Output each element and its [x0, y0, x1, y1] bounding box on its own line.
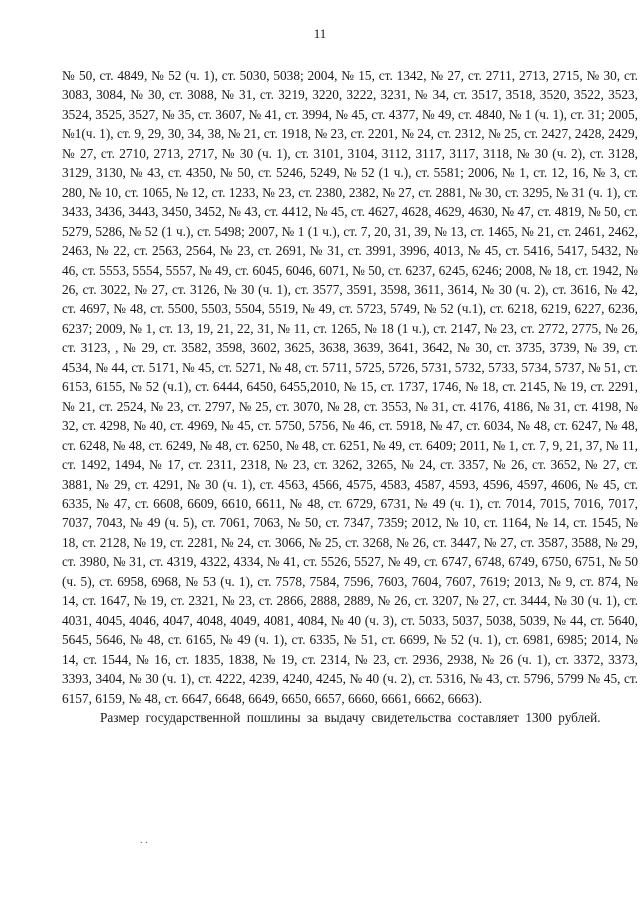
document-body — [62, 66, 638, 727]
page-number: 11 — [313, 26, 327, 41]
scan-specks: . . — [140, 835, 148, 846]
legislation-references-paragraph: № 50, ст. 4849, № 52 (ч. 1), ст. 5030, 5038; 2004, № 15, ст. 1342, № 27, ст. 2711, 2713, 2715, № 30, ст. 3083, 3084, № 30, ст. 3088, № 31, ст. 3219, 3220, 3222, 3231, № 34, ст. 3517, 3518, 3520, 3522, 3523, 3524, 3525, 3527, № 35, ст. 3607, № 41, ст. 3994, № 45, ст. 4377, № 49, ст. 4840, № 1 (ч. 1), ст. 31; 2005, №1(ч. 1), ст. 9, 29, 30, 34, 38, № 21, ст. 1918, № 23, ст. 2201, № 24, ст. 2312, № 25, ст. 2427, 2428, 2429, № 27, ст. 2710, 2713, 2717, № 30 (ч. 1), ст. 3101, 3104, 3112, 3117, 3117, 3118, № 30 (ч. 2), ст. 3128, 3129, 3130, № 43, ст. 4350, № 50, ст. 5246, 5249, № 52 (1 ч.), ст. 5581; 2006, № 1, ст. 12, 16, № 3, ст. 280, № 10, ст. 1065, № 12, ст. 1233, № 23, ст. 2380, 2382, № 27, ст. 2881, № 30, ст. 3295, № 31 (ч. 1), ст. 3433, 3436, 3443, 3450, 3452, № 43, ст. 4412, № 45, ст. 4627, 4628, 4629, 4630, № 47, ст. 4819, № 50, ст. 5279, 5286, № 52 (1 ч.), ст. 5498; 2007, № 1 (1 ч.), ст. 7, 20, 31, 39, № 13, ст. 1465, № 21, ст. 2461, 2462, 2463, № 22, ст. 2563, 2564, № 23, ст. 2691, № 31, ст. 3991, 3996, 4013, № 45, ст. 5416, 5417, 5432, № 46, ст. 5553, 5554, 5557, № 49, ст. 6045, 6046, 6071, № 50, ст. 6237, 6245, 6246; 2008, № 18, ст. 1942, № 26, ст. 3022, № 27, ст. 3126, № 30 (ч. 1), ст. 3577, 3591, 3598, 3611, 3614, № 30 (ч. 2), ст. 3616, № 42, ст. 4697, № 48, ст. 5500, 5503, 5504, 5519, № 49, ст. 5723, 5749, № 52 (ч.1), ст. 6218, 6219, 6227, 6236, 6237; 2009, № 1, ст. 13, 19, 21, 22, 31, № 11, ст. 1265, № 18 (1 ч.), ст. 2147, № 23, ст. 2772, 2775, № 26, ст. 3123, , № 29, ст. 3582, 3598, 3602, 3625, 3638, 3639, 3641, 3642, № 30, ст. 3735, 3739, № 39, ст. 4534, № 44, ст. 5171, № 45, ст. 5271, № 48, ст. 5711, 5725, 5726, 5731, 5732, 5733, 5734, 5737, № 51, ст. 6153, 6155, № 52 (ч.1), ст. 6444, 6450, 6455,2010, № 15, ст. 1737, 1746, № 18, ст. 2145, № 19, ст. 2291, № 21, ст. 2524, № 23, ст. 2797, № 25, ст. 3070, № 28, ст. 3553, № 31, ст. 4176, 4186, № 31, ст. 4198, № 32, ст. 4298, № 40, ст. 4969, № 45, ст. 5750, 5756, № 46, ст. 5918, № 47, ст. 6034, № 48, ст. 6247, № 48, ст. 6248, № 48, ст. 6249, № 48, ст. 6250, № 48, ст. 6251, № 49, ст. 6409; 2011, № 1, ст. 7, 9, 21, 37, № 11, ст. 1492, 1494, № 17, ст. 2311, 2318, № 23, ст. 3262, 3265, № 24, ст. 3357, № 26, ст. 3652, № 27, ст. 3881, № 29, ст. 4291, № 30 (ч. 1), ст. 4563, 4566, 4575, 4583, 4587, 4593, 4596, 4597, 4606, № 45, ст. 6335, № 47, ст. 6608, 6609, 6610, 6611, № 48, ст. 6729, 6731, № 49 (ч. 1), ст. 7014, 7015, 7016, 7017, 7037, 7043, № 49 (ч. 5), ст. 7061, 7063, № 50, ст. 7347, 7359; 2012, № 10, ст. 1164, № 14, ст. 1545, № 18, ст. 2128, № 19, ст. 2281, № 24, ст. 3066, № 25, ст. 3268, № 26, ст. 3447, № 27, ст. 3587, 3588, № 29, ст. 3980, № 31, ст. 4319, 4322, 4334, № 41, ст. 5526, 5527, № 49, ст. 6747, 6748, 6749, 6750, 6751, № 50 (ч. 5), ст. 6958, 6968, № 53 (ч. 1), ст. 7578, 7584, 7596, 7603, 7604, 7607, 7619; 2013, № 9, ст. 874, № 14, ст. 1647, № 19, ст. 2321, № 23, ст. 2866, 2888, 2889, № 26, ст. 3207, № 27, ст. 3444, № 30 (ч. 1), ст. 4031, 4045, 4046, 4047, 4048, 4049, 4081, 4084, № 40 (ч. 3), ст. 5033, 5037, 5038, 5039, № 44, ст. 5640, 5645, 5646, № 48, ст. 6165, № 49 (ч. 1), ст. 6335, № 51, ст. 6699, № 52 (ч. 1), ст. 6981, 6985; 2014, № 14, ст. 1544, № 16, ст. 1835, 1838, № 19, ст. 2314, № 23, ст. 2936, 2938, № 26 (ч. 1), ст. 3372, 3373, 3393, 3404, № 30 (ч. 1), ст. 4222, 4239, 4240, 4245, № 40 (ч. 2), ст. 5316, № 43, ст. 5796, 5799 № 45, ст. 6157, 6159, № 48, ст. 6647, 6648, 6649, 6650, 6657, 6660, 6661, 6662, 6663). — [62, 68, 638, 706]
state-fee-paragraph: Размер государственной пошлины за выдачу свидетельства составляет 1300 рублей. — [100, 709, 601, 725]
